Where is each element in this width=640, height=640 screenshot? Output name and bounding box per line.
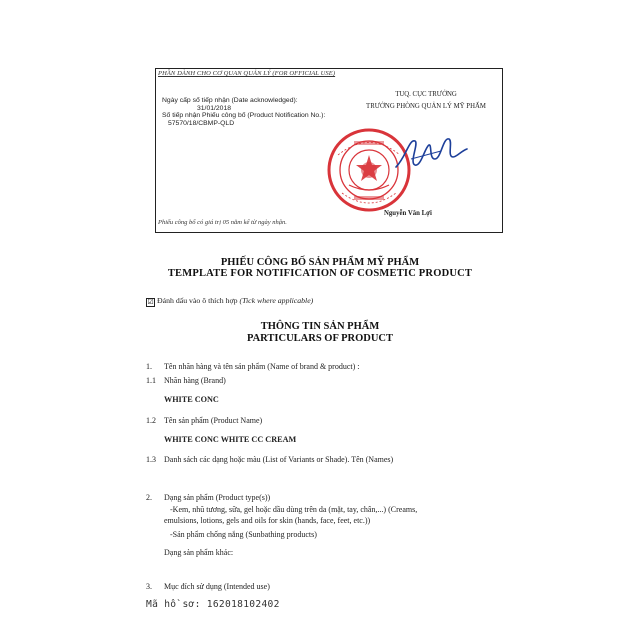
- other-product-type-label: Dạng sản phẩm khác:: [164, 548, 234, 557]
- signer-name: Nguyễn Văn Lợi: [384, 210, 432, 217]
- item-2: [146, 493, 270, 502]
- item-number: 1.3: [146, 455, 156, 464]
- item-number: 1.2: [146, 416, 156, 425]
- form-title-english: TEMPLATE FOR NOTIFICATION OF COSMETIC PRODUCT: [167, 268, 473, 279]
- official-use-header: PHẦN DÀNH CHO CƠ QUAN QUẢN LÝ (FOR OFFICIAL USE): [158, 70, 336, 77]
- acknowledgement-block: [162, 97, 325, 127]
- item-3: [146, 582, 270, 591]
- signature-icon: [391, 129, 471, 179]
- notification-number-value: 57570/18/CBMP-QLD: [168, 119, 235, 127]
- validity-note: Phiếu công bố có giá trị 05 năm kể từ ngày nhận.: [158, 219, 287, 226]
- file-code: Mã hồ sơ: 162018102402: [146, 599, 280, 610]
- item-label: Tên sản phẩm (Product Name): [164, 416, 263, 425]
- tick-note-english: (Tick where applicable): [239, 296, 314, 305]
- date-acknowledged-value: 31/01/2018: [197, 104, 232, 112]
- item-number: 1.: [146, 362, 152, 371]
- section-title-vietnamese: THÔNG TIN SẢN PHẨM: [260, 321, 380, 332]
- tick-instruction: [146, 296, 313, 307]
- item-label: Dạng sản phẩm (Product type(s)): [164, 493, 271, 502]
- brand-value: WHITE CONC: [164, 395, 219, 404]
- item-number: 2.: [146, 493, 152, 502]
- authority-line-1: TUQ. CỤC TRƯỞNG: [395, 91, 457, 98]
- authority-line-2: TRƯỞNG PHÒNG QUẢN LÝ MỸ PHẨM: [366, 103, 486, 110]
- section-title-english: PARTICULARS OF PRODUCT: [246, 333, 394, 344]
- date-acknowledged-label: Ngày cấp số tiếp nhận (Date acknowledged):: [162, 97, 298, 104]
- item-1-3: [146, 455, 393, 464]
- item-label: Mục đích sử dụng (Intended use): [164, 582, 270, 591]
- item-label: Danh sách các dạng hoặc màu (List of Variants or Shade). Tên (Names): [164, 455, 394, 464]
- item-label: Tên nhãn hàng và tên sản phẩm (Name of brand & product) :: [164, 362, 360, 371]
- item-1: [146, 362, 360, 371]
- product-type-option-creams: -Kem, nhũ tương, sữa, gel hoặc dầu dùng trên da (mặt, tay, chân,...) (Creams,: [170, 505, 418, 514]
- product-name-value: WHITE CONC WHITE CC CREAM: [164, 435, 297, 444]
- item-number: 3.: [146, 582, 152, 591]
- form-title-vietnamese: PHIẾU CÔNG BỐ SẢN PHẨM MỸ PHẨM: [220, 257, 420, 268]
- notification-number-label: Số tiếp nhận Phiếu công bố (Product Notification No.):: [162, 112, 326, 120]
- official-use-box: [155, 68, 503, 233]
- item-1-1: [146, 376, 226, 385]
- tick-note-vietnamese: Đánh dấu vào ô thích hợp: [157, 296, 238, 305]
- checked-box-icon: ☑: [147, 298, 154, 306]
- product-type-option-sunbathing: -Sản phẩm chống nắng (Sunbathing products): [170, 530, 317, 539]
- item-label: Nhãn hàng (Brand): [164, 376, 226, 385]
- authority-block: [351, 89, 501, 113]
- product-type-option-creams-cont: emulsions, lotions, gels and oils for skin (hands, face, feet, etc.)): [164, 516, 371, 525]
- item-1-2: [146, 416, 262, 425]
- item-number: 1.1: [146, 376, 156, 385]
